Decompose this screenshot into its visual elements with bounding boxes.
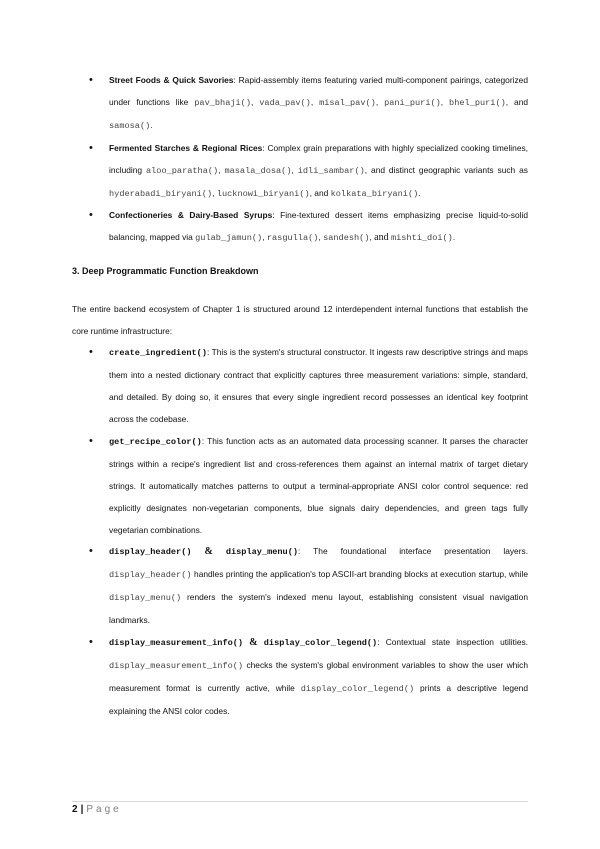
page-number: 2 — [72, 804, 78, 815]
function-code: bhel_puri() — [449, 97, 506, 108]
function-code: display_measurement_info() — [109, 660, 244, 671]
function-name: display_color_legend() — [263, 638, 378, 649]
list-item-create-ingredient: • create_ingredient(): This is the system's structural constructor. It ingests raw descriptive strings and maps them into a nested dictionary contract that explicitly captures three measurement variations: simple, standard, and detailed. By doing so, it ensures that every single ingredient record possesses an identical key footprint across the codebase. — [72, 342, 528, 431]
bullet-title: Street Foods & Quick Savories — [109, 75, 234, 85]
function-code: pav_bhaji() — [194, 97, 251, 108]
function-code: gulab_jamun() — [195, 233, 263, 244]
function-code: pani_puri() — [384, 97, 441, 108]
function-code: rasgulla() — [266, 233, 319, 244]
function-name: display_menu() — [225, 547, 299, 558]
page-footer — [72, 801, 528, 815]
function-code: samosa() — [109, 120, 151, 131]
function-code: display_menu() — [109, 593, 182, 604]
list-item-get-recipe-color: • get_recipe_color(): This function acts as an automated data processing scanner. It parses the character strings within a recipe's ingredient list and cross-references them against an internal matrix of target dietary strings. It automatically matches patterns to output a terminal-appropriate ANSI color control sequence: red explicitly designates non-vegetarian components, blue signals dairy dependencies, and green tags fully vegetarian combinations. — [72, 431, 528, 542]
function-code: masala_dosa() — [224, 165, 292, 176]
function-code: vada_pav() — [259, 97, 311, 108]
function-code: kolkata_biryani() — [330, 188, 419, 199]
category-bullet-list — [72, 70, 528, 250]
section-heading: 3. Deep Programmatic Function Breakdown — [72, 266, 259, 277]
footer-separator: | — [80, 804, 84, 815]
function-code: mishti_doi() — [390, 233, 453, 244]
function-code: misal_pav() — [319, 97, 376, 108]
list-item-display-measurement-legend: • display_measurement_info() & display_color_legend(): Contextual state inspection utilities. display_measurement_info() checks the system's global environment variables to show the user which measurement format is currently active, while display_color_legend() prints a descriptive legend explaining the ANSI color codes. — [72, 632, 528, 723]
function-code: display_color_legend() — [300, 683, 415, 694]
list-item-display-header-menu: • display_header() & display_menu(): The foundational interface presentation layers. display_header() handles printing the application's top ASCII-art branding blocks at execution startup, while display_menu() renders the system's indexed menu layout, establishing consistent visual navigation landmarks. — [72, 541, 528, 632]
function-code: sandesh() — [323, 233, 370, 244]
function-name: create_ingredient() — [109, 348, 207, 359]
function-name: display_measurement_info() — [109, 638, 244, 649]
function-name: display_header() — [109, 547, 192, 558]
function-code: idli_sambar() — [297, 165, 365, 176]
function-bullet-list — [72, 342, 528, 722]
function-code: lucknowi_biryani() — [216, 188, 310, 199]
function-code: aloo_paratha() — [145, 165, 219, 176]
list-item-confectioneries: • Confectioneries & Dairy-Based Syrups: Fine-textured dessert items emphasizing precise liquid-to-solid balancing, mapped via gulab_jamun(), rasgulla(), sandesh(), and mishti_doi(). — [72, 205, 528, 250]
function-code: display_header() — [109, 570, 192, 581]
function-code: hyderabadi_biryani() — [109, 188, 213, 199]
bullet-title: Confectioneries & Dairy-Based Syrups — [109, 210, 273, 221]
function-name: get_recipe_color() — [109, 436, 202, 447]
document-body — [72, 70, 528, 723]
intro-paragraph: The entire backend ecosystem of Chapter 1 is structured around 12 interdependent internal functions that establish the core runtime infrastructure: — [72, 304, 528, 337]
page-label: Page — [86, 804, 122, 815]
list-item-fermented-starches: • Fermented Starches & Regional Rices: Complex grain preparations with highly specialized cooking timelines, including aloo_paratha(), masala_dosa(), idli_sambar(), and distinct geographic variants such as hyderabadi_biryani(), lucknowi_biryani(), and kolkata_biryani(). — [72, 138, 528, 206]
ampersand: & — [249, 637, 258, 649]
bullet-title: Fermented Starches & Regional Rices — [109, 142, 263, 153]
list-item-street-foods: • Street Foods & Quick Savories: Rapid-assembly items featuring varied multi-component pairings, categorized under functions like pav_bhaji(), vada_pav(), misal_pav(), pani_puri(), bhel_puri(), and samosa(). — [72, 70, 528, 138]
ampersand: & — [204, 546, 213, 558]
